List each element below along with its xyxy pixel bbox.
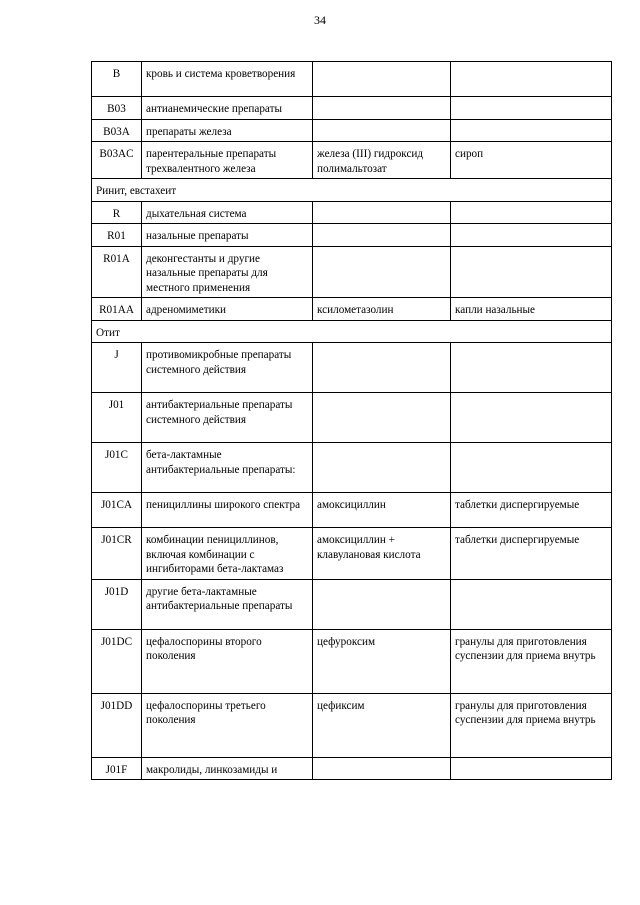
anatomical-group-cell: противомикробные препараты системного действия (142, 343, 313, 393)
active-substance-cell (313, 62, 451, 97)
dosage-form-cell: гранулы для приготовления суспензии для приема внутрь (451, 693, 612, 757)
page-number: 34 (314, 13, 326, 27)
active-substance-cell: ксилометазолин (313, 298, 451, 321)
table-row (92, 493, 612, 528)
dosage-form-cell: гранулы для приготовления суспензии для приема внутрь (451, 629, 612, 693)
dosage-form-cell (451, 246, 612, 298)
atc-code-cell: J01CA (92, 493, 142, 528)
table-row (92, 693, 612, 757)
atc-code-cell: R (92, 201, 142, 224)
dosage-form-cell (451, 343, 612, 393)
dosage-form-cell (451, 757, 612, 780)
active-substance-cell: цефиксим (313, 693, 451, 757)
dosage-form-cell: таблетки диспергируемые (451, 493, 612, 528)
anatomical-group-cell: цефалоспорины второго поколения (142, 629, 313, 693)
table-row (92, 579, 612, 629)
dosage-form-cell (451, 201, 612, 224)
anatomical-group-cell: кровь и система кроветворения (142, 62, 313, 97)
atc-code-cell: J01DC (92, 629, 142, 693)
section-title: Отит (92, 320, 612, 343)
atc-code-cell: B03A (92, 119, 142, 142)
active-substance-cell (313, 201, 451, 224)
section-header-row (92, 320, 612, 343)
dosage-form-cell: таблетки диспергируемые (451, 528, 612, 580)
atc-code-cell: B03 (92, 97, 142, 120)
table-row (92, 246, 612, 298)
table-row (92, 142, 612, 179)
active-substance-cell (313, 224, 451, 247)
atc-code-cell: J01 (92, 393, 142, 443)
active-substance-cell (313, 97, 451, 120)
active-substance-cell: амоксициллин + клавулановая кислота (313, 528, 451, 580)
table-row (92, 443, 612, 493)
active-substance-cell (313, 757, 451, 780)
anatomical-group-cell: бета-лактамные антибактериальные препараты: (142, 443, 313, 493)
active-substance-cell: железа (III) гидроксид полимальтозат (313, 142, 451, 179)
atc-code-cell: R01A (92, 246, 142, 298)
table-row (92, 629, 612, 693)
active-substance-cell (313, 246, 451, 298)
dosage-form-cell: капли назальные (451, 298, 612, 321)
anatomical-group-cell: пенициллины широкого спектра (142, 493, 313, 528)
atc-code-cell: J01D (92, 579, 142, 629)
dosage-form-cell (451, 97, 612, 120)
table-row (92, 97, 612, 120)
active-substance-cell (313, 579, 451, 629)
anatomical-group-cell: парентеральные препараты трехвалентного железа (142, 142, 313, 179)
dosage-form-cell (451, 443, 612, 493)
atc-code-cell: R01 (92, 224, 142, 247)
table-row (92, 119, 612, 142)
table-body (92, 62, 612, 780)
anatomical-group-cell: препараты железа (142, 119, 313, 142)
active-substance-cell (313, 393, 451, 443)
anatomical-group-cell: цефалоспорины третьего поколения (142, 693, 313, 757)
anatomical-group-cell: назальные препараты (142, 224, 313, 247)
anatomical-group-cell: антибактериальные препараты системного действия (142, 393, 313, 443)
anatomical-group-cell: комбинации пенициллинов, включая комбинации с ингибиторами бета-лактамаз (142, 528, 313, 580)
active-substance-cell: цефуроксим (313, 629, 451, 693)
atc-code-cell: J (92, 343, 142, 393)
active-substance-cell (313, 443, 451, 493)
atc-code-cell: J01DD (92, 693, 142, 757)
atc-code-cell: J01CR (92, 528, 142, 580)
drug-classification-table (91, 61, 612, 780)
table-row (92, 224, 612, 247)
atc-code-cell: J01C (92, 443, 142, 493)
dosage-form-cell (451, 119, 612, 142)
dosage-form-cell (451, 62, 612, 97)
section-title: Ринит, евстахеит (92, 179, 612, 202)
atc-code-cell: B (92, 62, 142, 97)
table-row (92, 393, 612, 443)
anatomical-group-cell: другие бета-лактамные антибактериальные препараты (142, 579, 313, 629)
dosage-form-cell (451, 579, 612, 629)
active-substance-cell (313, 119, 451, 142)
active-substance-cell (313, 343, 451, 393)
dosage-form-cell (451, 224, 612, 247)
atc-code-cell: J01F (92, 757, 142, 780)
table-row (92, 757, 612, 780)
table-row (92, 62, 612, 97)
dosage-form-cell: сироп (451, 142, 612, 179)
atc-code-cell: B03AC (92, 142, 142, 179)
anatomical-group-cell: дыхательная система (142, 201, 313, 224)
table-row (92, 343, 612, 393)
table-row (92, 201, 612, 224)
table-row (92, 528, 612, 580)
table-row (92, 298, 612, 321)
anatomical-group-cell: макролиды, линкозамиды и (142, 757, 313, 780)
section-header-row (92, 179, 612, 202)
anatomical-group-cell: антианемические препараты (142, 97, 313, 120)
atc-code-cell: R01AA (92, 298, 142, 321)
dosage-form-cell (451, 393, 612, 443)
active-substance-cell: амоксициллин (313, 493, 451, 528)
anatomical-group-cell: адреномиметики (142, 298, 313, 321)
anatomical-group-cell: деконгестанты и другие назальные препараты для местного применения (142, 246, 313, 298)
